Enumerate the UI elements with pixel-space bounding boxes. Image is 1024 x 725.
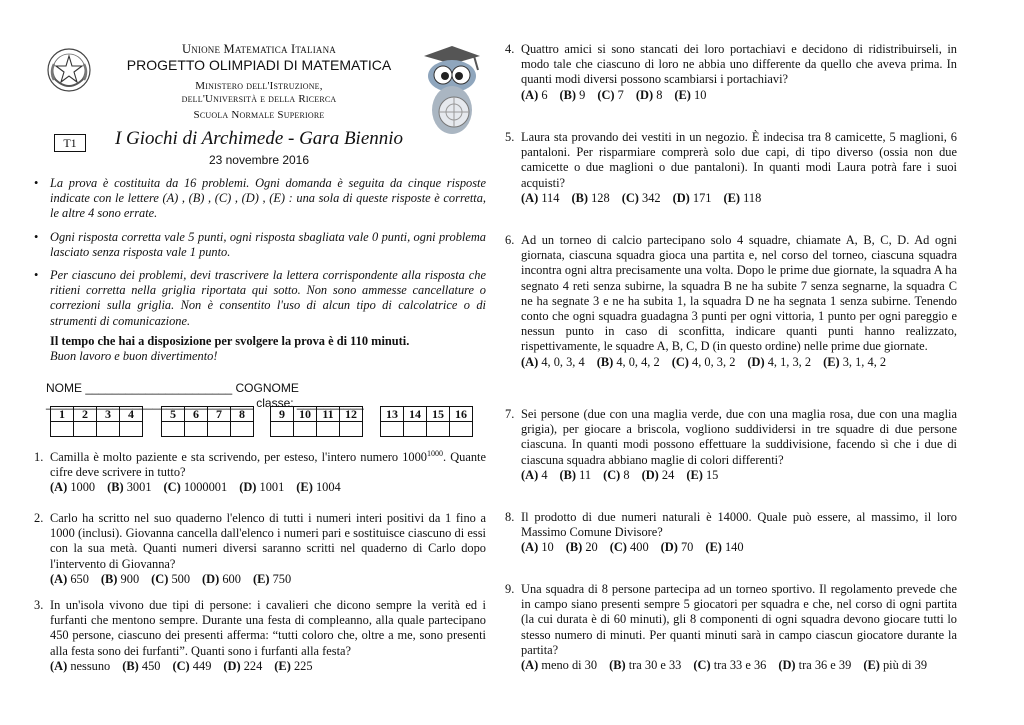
instruction-3: • Per ciascuno dei problemi, devi trascrivere la lettera corrispondente alla risposta che ritieni corretta nella griglia riportata qui sotto. Non sono ammesse cancellature o correzioni sulla griglia. Non è consentito l'uso di alcun tipo di calcolatrice o di strumenti di comunicazione. — [34, 268, 486, 328]
answer-option: (D) 70 — [660, 540, 694, 555]
problem-5: 5. Laura sta provando dei vestiti in un negozio. È indecisa tra 8 camicette, 5 maglioni, 6 pantaloni. Per risparmiare comprerà solo due capi, di tipo diverso (ossia non due camicette o due maglioni o due pantaloni). In quanti modi Laura potrà fare i suoi acquisti? (A) 114 (B) 128 (C) 342 (D) 171 (E) 118 — [505, 130, 957, 205]
answer-option: (C) 342 — [621, 190, 661, 205]
project-name: PROGETTO OLIMPIADI DI MATEMATICA — [126, 57, 392, 73]
answer-option: (C) 4, 0, 3, 2 — [671, 354, 736, 369]
answer-options — [50, 659, 486, 674]
answer-option: (A) 650 — [50, 571, 89, 586]
problem-4: 4. Quattro amici si sono stancati dei loro portachiavi e decidono di ridistribuirseli, in modo tale che ciascuno di loro ne abbia uno differente da quello che aveva prima. In quanti modi diversi possono scambiarsi i portachiavi? (A) 6 (B) 9 (C) 7 (D) 8 (E) 10 — [505, 42, 957, 102]
answer-option: (A) meno di 30 — [521, 658, 598, 673]
answer-option: (E) 750 — [252, 571, 292, 586]
problem-7: 7. Sei persone (due con una maglia verde, due con una maglia rosa, due con una maglia grigia), per giocare a briscola, vogliono suddividersi in tre squadre di due persone ciascuna. In quanti modi possono effettuare la suddivisione, facendo sì che i due di ciascuna squadra abbiano maglie di colori differenti? (A) 4 (B) 11 (C) 8 (D) 24 (E) 15 — [505, 407, 957, 482]
page-title: I Giochi di Archimede - Gara Biennio — [114, 128, 404, 149]
answer-option: (B) 11 — [559, 467, 592, 482]
test-badge: T1 — [54, 134, 86, 152]
answer-option: (D) 171 — [672, 190, 712, 205]
answer-option: (D) 224 — [223, 658, 263, 673]
answer-options — [521, 540, 957, 555]
answer-option: (C) 500 — [151, 571, 191, 586]
answer-option: (C) tra 33 e 36 — [693, 658, 767, 673]
union-name: Unione Matematica Italiana — [181, 42, 336, 56]
problem-3: 3. In un'isola vivono due tipi di persone: i cavalieri che dicono sempre la verità ed i furfanti che mentono sempre. Durante una festa di compleanno, alla quale partecipano 450 persone, ciascuno dei presenti afferma: “tutti coloro che, oltre a me, sono presenti alla festa sono dei furfanti”. Quanti sono i furfanti alla festa? (A) nessuno (B) 450 (C) 449 (D) 224 (E) 225 — [34, 598, 486, 673]
answer-option: (E) 15 — [686, 467, 719, 482]
answer-option: (D) 600 — [202, 571, 241, 586]
answer-grid-4[interactable]: 13 14 15 16 — [380, 406, 473, 437]
instruction-1: • La prova è costituita da 16 problemi. Ogni domanda è seguita da cinque risposte indicate con le lettere (A) , (B) , (C) , (D) , (E) : una sola di queste risposte è corretta, le altre 4 sono errate. — [34, 176, 486, 221]
time-note: Il tempo che hai a disposizione per svolgere la prova è di 110 minuti. Buon lavoro e buon divertimento! — [50, 334, 410, 364]
answer-option: (B) 20 — [565, 540, 598, 555]
answer-option: (D) 8 — [635, 87, 663, 102]
bullet-icon: • — [34, 230, 39, 244]
ministry-line-1: Ministero dell'Istruzione, — [195, 80, 323, 92]
answer-grid-1[interactable]: 1 2 3 4 — [50, 406, 143, 437]
answer-option: (E) 3, 1, 4, 2 — [823, 354, 887, 369]
answer-option: (E) 140 — [705, 540, 744, 555]
answer-option: (A) 4, 0, 3, 4 — [521, 354, 585, 369]
answer-option: (B) 900 — [100, 571, 140, 586]
answer-option: (A) nessuno — [50, 658, 111, 673]
answer-option: (C) 449 — [172, 658, 212, 673]
answer-option: (B) 9 — [559, 87, 586, 102]
answer-option: (E) 225 — [274, 658, 313, 673]
bullet-icon: • — [34, 176, 39, 190]
problem-1: 1. Camilla è molto paziente e sta scrivendo, per esteso, l'intero numero $1000^{1000}$. Quante cifre deve scrivere in tutto? (A) 1000 (B) 3001 (C) 1000001 (D) 1001 (E) 1004 — [34, 448, 486, 495]
answer-grid-2[interactable]: 5 6 7 8 — [161, 406, 254, 437]
answer-option: (D) tra 36 e 39 — [778, 658, 852, 673]
answer-option: (E) più di 39 — [863, 658, 928, 673]
student-name-fields[interactable]: NOME ______________________ COGNOME _______________________________ classe: __________ — [46, 381, 364, 411]
answer-grid-3[interactable]: 9 10 11 12 — [270, 406, 363, 437]
answer-option: (B) 450 — [122, 658, 161, 673]
answer-options — [50, 572, 486, 587]
answer-option: (C) 8 — [603, 467, 630, 482]
answer-option: (B) 128 — [571, 190, 610, 205]
owl-mascot-icon — [414, 44, 490, 138]
answer-options — [521, 88, 957, 103]
answer-option: (C) 1000001 — [163, 480, 228, 495]
ministry-line-2: dell'Università e della Ricerca — [181, 93, 337, 105]
problem-8: 8. Il prodotto di due numeri naturali è 14000. Quale può essere, al massimo, il loro Massimo Comune Divisore? (A) 10 (B) 20 (C) 400 (D) 70 (E) 140 — [505, 510, 957, 555]
problem-2: 2. Carlo ha scritto nel suo quaderno l'elenco di tutti i numeri interi positivi da 1 fino a 1000 (inclusi). Giovanna cancella dall'elenco i numeri pari e sostituisce ciascuno di essi con la sua metà. Quanti numeri diversi saranno scritti nel quaderno di Carlo dopo l'intervento di Giovanna? (A) 650 (B) 900 (C) 500 (D) 600 (E) 750 — [34, 511, 486, 586]
answer-option: (D) 1001 — [239, 480, 285, 495]
answer-option: (E) 10 — [674, 87, 707, 102]
italian-republic-emblem-icon — [46, 46, 92, 96]
answer-option: (C) 400 — [609, 540, 649, 555]
problem-9: 9. Una squadra di 8 persone partecipa ad un torneo sportivo. Il regolamento prevede che in campo siano presenti sempre 5 giocatori per squadra e che, nel corso di ogni partita (la cui durata è di 60 minuti), gli 8 componenti di ogni squadra devono giocare tutti lo stesso numero di minuti. Per quanti minuti sarà in campo ciascun giocatore durante la partita? (A) meno di 30 (B) tra 30 e 33 (C) tra 33 e 36 (D) tra 36 e 39 (E) più di 39 — [505, 582, 957, 673]
exam-date: 23 novembre 2016 — [208, 153, 310, 167]
answer-option: (A) 10 — [521, 540, 554, 555]
answer-option: (B) 3001 — [107, 480, 152, 495]
answer-option: (E) 118 — [723, 190, 762, 205]
bullet-icon: • — [34, 268, 39, 282]
answer-options — [521, 658, 957, 673]
instruction-2: • Ogni risposta corretta vale 5 punti, ogni risposta sbagliata vale 0 punti, ogni problema lasciato senza risposta vale 1 punto. — [34, 230, 486, 260]
answer-options — [521, 191, 957, 206]
answer-options — [521, 468, 957, 483]
answer-option: (D) 24 — [641, 467, 675, 482]
answer-option: (A) 4 — [521, 467, 548, 482]
answer-option: (A) 6 — [521, 87, 548, 102]
answer-option: (A) 114 — [521, 190, 560, 205]
problem-6: 6. Ad un torneo di calcio partecipano solo 4 squadre, chiamate A, B, C, D. Ad ogni giornata, ciascuna squadra gioca una partita e, nel corso del torneo, ciascuna squadra incontra ogni altra precisamente una volta. Dopo le prime due giornate, la squadra A ha segnato 4 reti senza subirne, la squadra B ne ha subite 7 senza segnarne, la squadra C ne ha segnate 3 e ne ha subita 1, la squadra D ne ha segnata 1 senza subirne. Tenendo conto che ogni squadra guadagna 3 punti per ogni vittoria, 1 punto per ogni pareggio e nessun punto in caso di sconfitta, indicare quanti punti hanno realizzato, rispettivamente, le squadre A, B, C, D (in questo ordine) nelle prime due giornate. (A) 4, 0, 3, 4 (B) 4, 0, 4, 2 (C) 4, 0, 3, 2 (D) 4, 1, 3, 2 (E) 3, 1, 4, 2 — [505, 233, 957, 369]
answer-options — [521, 355, 957, 370]
answer-option: (C) 7 — [597, 87, 624, 102]
answer-option: (B) tra 30 e 33 — [609, 658, 682, 673]
answer-options — [50, 480, 486, 495]
school-name: Scuola Normale Superiore — [193, 109, 325, 121]
answer-option: (A) 1000 — [50, 480, 96, 495]
answer-option: (E) 1004 — [296, 480, 341, 495]
answer-option: (D) 4, 1, 3, 2 — [747, 354, 812, 369]
answer-option: (B) 4, 0, 4, 2 — [596, 354, 660, 369]
